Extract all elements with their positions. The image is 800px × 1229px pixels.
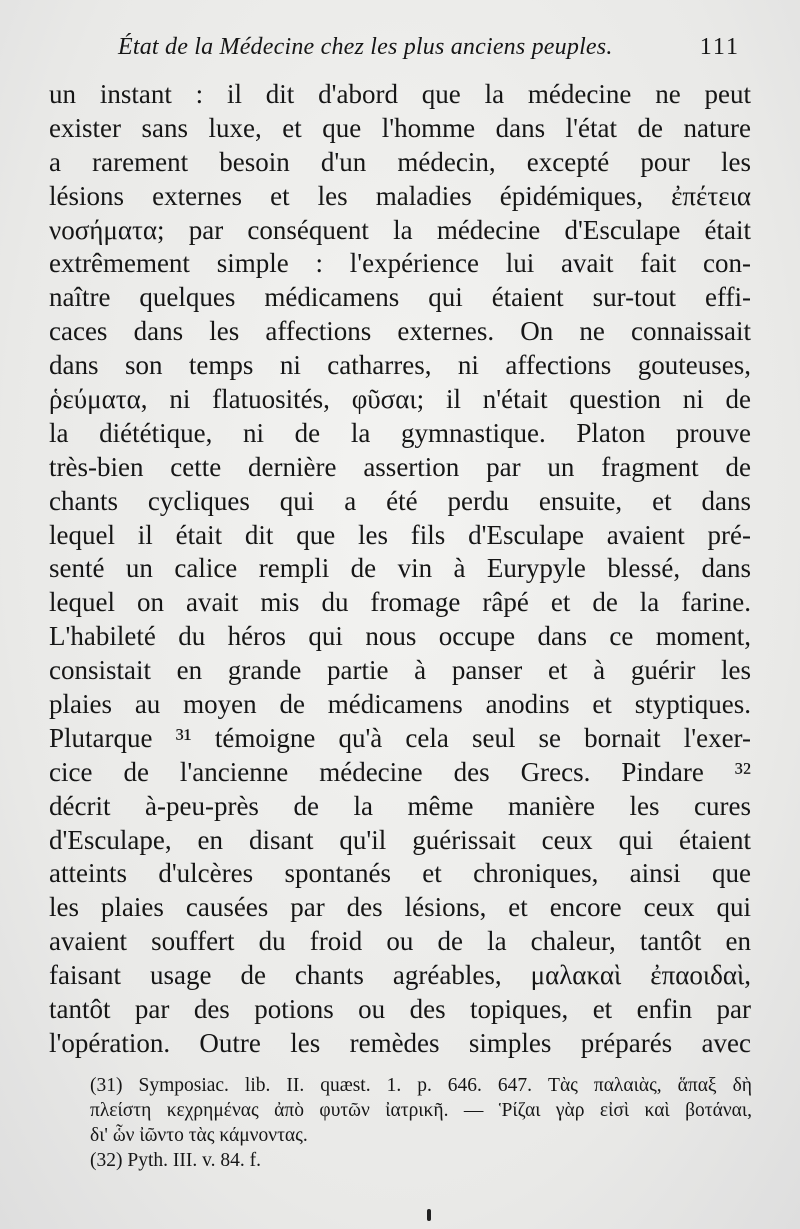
- print-mark: [427, 1209, 431, 1221]
- text-line: lequel il était dit que les fils d'Esculape avaient pré-: [49, 519, 751, 550]
- footnote-31: (31) Symposiac. lib. II. quæst. 1. p. 646. 647. Τὰς παλαιὰς, ἅπαξ δὴ: [90, 1075, 752, 1096]
- text-line: plaies au moyen de médicamens anodins et styptiques.: [49, 689, 751, 720]
- text-line: l'opération. Outre les remèdes simples préparés avec: [49, 1027, 751, 1058]
- text-line: lequel on avait mis du fromage râpé et de la farine.: [49, 587, 751, 618]
- footnote-31-continuation: πλείστη κεχρημένας ἀπὸ φυτῶν ἰατρικῆ. — Ῥίζαι γὰρ εἰσὶ καὶ βοτάναι,: [90, 1100, 752, 1121]
- text-line: très-bien cette dernière assertion par un fragment de: [49, 451, 751, 482]
- text-line: a rarement besoin d'un médecin, excepté pour les: [49, 146, 751, 177]
- text-line: lésions externes et les maladies épidémiques, ἐπέτεια: [49, 180, 751, 211]
- running-title: État de la Médecine chez les plus anciens peuples.: [118, 34, 613, 60]
- text-line: νοσήματα; par conséquent la médecine d'Esculape était: [49, 214, 751, 245]
- text-line: senté un calice rempli de vin à Eurypyle blessé, dans: [49, 553, 751, 584]
- text-line: dans son temps ni catharres, ni affections gouteuses,: [49, 350, 751, 381]
- page-header: [118, 34, 740, 70]
- text-line: ῥεύματα, ni flatuosités, φῦσαι; il n'était question ni de: [49, 384, 751, 415]
- text-line: atteints d'ulcères spontanés et chroniques, ainsi que: [49, 858, 751, 889]
- text-line: Plutarque ³¹ témoigne qu'à cela seul se bornait l'exer-: [49, 722, 751, 753]
- text-line: cice de l'ancienne médecine des Grecs. Pindare ³²: [49, 756, 751, 787]
- text-line: caces dans les affections externes. On ne connaissait: [49, 316, 751, 347]
- footnote-31-continuation: δι' ὧν ἰῶντο τὰς κάμνοντας.: [90, 1125, 308, 1146]
- text-line: tantôt par des potions ou des topiques, et enfin par: [49, 994, 751, 1025]
- text-line: exister sans luxe, et que l'homme dans l'état de nature: [49, 112, 751, 143]
- text-line: d'Esculape, en disant qu'il guérissait ceux qui étaient: [49, 824, 751, 855]
- text-line: L'habileté du héros qui nous occupe dans ce moment,: [49, 621, 751, 652]
- page-number: 111: [699, 34, 740, 60]
- text-line: chants cycliques qui a été perdu ensuite, et dans: [49, 485, 751, 516]
- footnote-32: (32) Pyth. III. v. 84. f.: [90, 1150, 261, 1171]
- text-line: naître quelques médicamens qui étaient sur-tout effi-: [49, 282, 751, 313]
- text-line: avaient souffert du froid ou de la chaleur, tantôt en: [49, 926, 751, 957]
- footnotes: [90, 1073, 752, 1173]
- text-line: un instant : il dit d'abord que la médecine ne peut: [49, 79, 751, 109]
- text-line: les plaies causées par des lésions, et encore ceux qui: [49, 892, 751, 923]
- text-line: extrêmement simple : l'expérience lui avait fait con-: [49, 248, 751, 279]
- body-text: [49, 78, 751, 1061]
- text-line: faisant usage de chants agréables, μαλακαὶ ἐπαοιδαὶ,: [49, 960, 751, 991]
- text-line: consistait en grande partie à panser et à guérir les: [49, 655, 751, 686]
- text-line: la diététique, ni de la gymnastique. Platon prouve: [49, 417, 751, 448]
- text-line: décrit à-peu-près de la même manière les cures: [49, 790, 751, 821]
